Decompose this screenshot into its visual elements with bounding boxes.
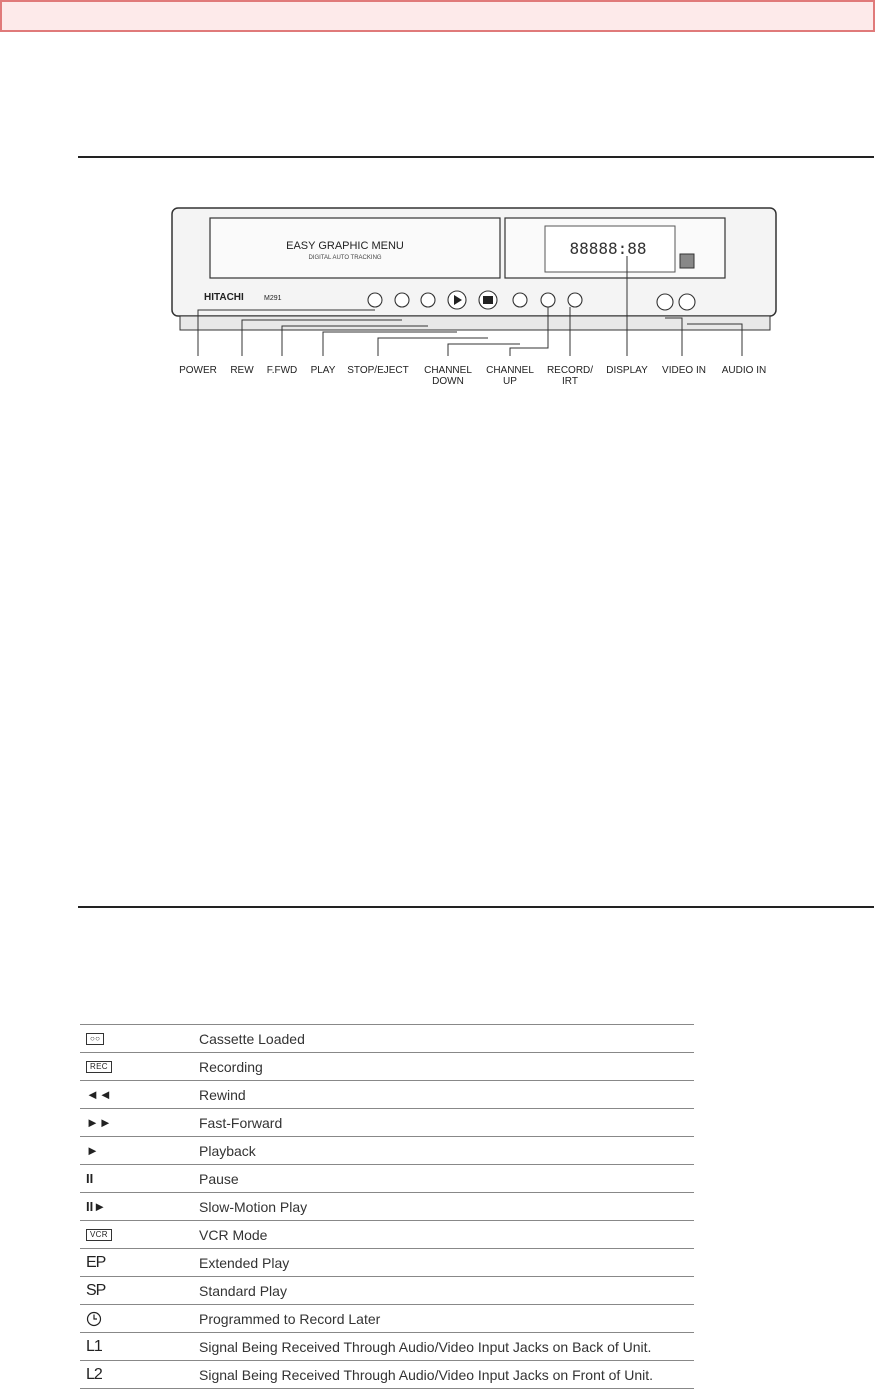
table-row xyxy=(80,1220,694,1248)
indicator-description: Signal Being Received Through Audio/Video Input Jacks on Back of Unit. xyxy=(199,1338,652,1355)
indicator-description: Rewind xyxy=(199,1086,246,1103)
play-icon: ► xyxy=(86,1143,99,1158)
table-row xyxy=(80,1080,694,1108)
callout-channel-down: CHANNEL xyxy=(424,365,472,376)
header-bar xyxy=(0,0,875,32)
table-row xyxy=(80,1248,694,1276)
indicator-description: Fast-Forward xyxy=(199,1114,283,1131)
record-button[interactable] xyxy=(568,293,582,307)
table-row xyxy=(80,1332,694,1360)
table-row xyxy=(80,1192,694,1220)
standard-play-icon: SP xyxy=(86,1281,106,1299)
display-indicator-table xyxy=(80,1024,694,1389)
slow-motion-icon: II► xyxy=(86,1199,107,1214)
clock-icon xyxy=(86,1311,102,1327)
indicator-description: Slow-Motion Play xyxy=(199,1198,308,1215)
rewind-icon: ◄◄ xyxy=(86,1087,112,1102)
extended-play-icon: EP xyxy=(86,1253,106,1271)
pause-icon: II xyxy=(86,1171,94,1186)
panel-title: EASY GRAPHIC MENU xyxy=(286,240,404,252)
indicator-description: Cassette Loaded xyxy=(199,1030,305,1047)
callout-power: POWER xyxy=(179,365,217,376)
rec-icon: REC xyxy=(86,1061,112,1073)
section-divider-middle xyxy=(78,906,874,908)
model-number: M291 xyxy=(264,295,282,302)
fast-forward-icon: ►► xyxy=(86,1115,112,1130)
indicator-description: Programmed to Record Later xyxy=(199,1310,381,1327)
l2-input-icon: L2 xyxy=(86,1365,102,1383)
callout-display: DISPLAY xyxy=(606,365,648,376)
table-row xyxy=(80,1136,694,1164)
l1-input-icon: L1 xyxy=(86,1337,102,1355)
display-digits: 88888:88 xyxy=(569,239,647,258)
section-divider-top xyxy=(78,156,874,158)
vcr-mode-icon: VCR xyxy=(86,1229,112,1241)
callout-channel-down-2: DOWN xyxy=(432,376,464,387)
callout-ffwd: F.FWD xyxy=(266,365,298,376)
channel-down-button[interactable] xyxy=(513,293,527,307)
cassette-icon: ○○ xyxy=(86,1033,104,1045)
indicator-description: Pause xyxy=(199,1170,239,1187)
channel-up-button[interactable] xyxy=(541,293,555,307)
callout-channel-up: CHANNEL xyxy=(486,365,534,376)
indicator-description: Extended Play xyxy=(199,1254,290,1271)
table-row xyxy=(80,1276,694,1304)
callout-record-2: IRT xyxy=(562,376,578,387)
table-row xyxy=(80,1164,694,1192)
video-in-jack[interactable] xyxy=(657,294,673,310)
callout-audio-in: AUDIO IN xyxy=(721,365,767,376)
power-button[interactable] xyxy=(368,293,382,307)
panel-subtitle: DIGITAL AUTO TRACKING xyxy=(308,255,382,261)
indicator-description: Standard Play xyxy=(199,1282,287,1299)
callout-channel-up-2: UP xyxy=(503,376,517,387)
indicator-description: VCR Mode xyxy=(199,1226,268,1243)
rew-button[interactable] xyxy=(395,293,409,307)
indicator-description: Playback xyxy=(199,1142,256,1159)
callout-rew: REW xyxy=(230,365,254,376)
table-row xyxy=(80,1052,694,1080)
callout-video-in: VIDEO IN xyxy=(662,365,706,376)
table-row xyxy=(80,1304,694,1332)
indicator-description: Signal Being Received Through Audio/Video Input Jacks on Front of Unit. xyxy=(199,1366,653,1383)
table-row xyxy=(80,1108,694,1136)
callout-play: PLAY xyxy=(310,365,336,376)
table-row xyxy=(80,1360,694,1389)
audio-in-jack[interactable] xyxy=(679,294,695,310)
ffwd-button[interactable] xyxy=(421,293,435,307)
callout-stop-eject: STOP/EJECT xyxy=(347,365,409,376)
indicator-description: Recording xyxy=(199,1058,263,1075)
callout-record: RECORD/ xyxy=(546,365,594,376)
vcr-front-panel-illustration xyxy=(160,196,800,396)
brand-logo: HITACHI xyxy=(204,292,244,303)
table-row xyxy=(80,1024,694,1052)
